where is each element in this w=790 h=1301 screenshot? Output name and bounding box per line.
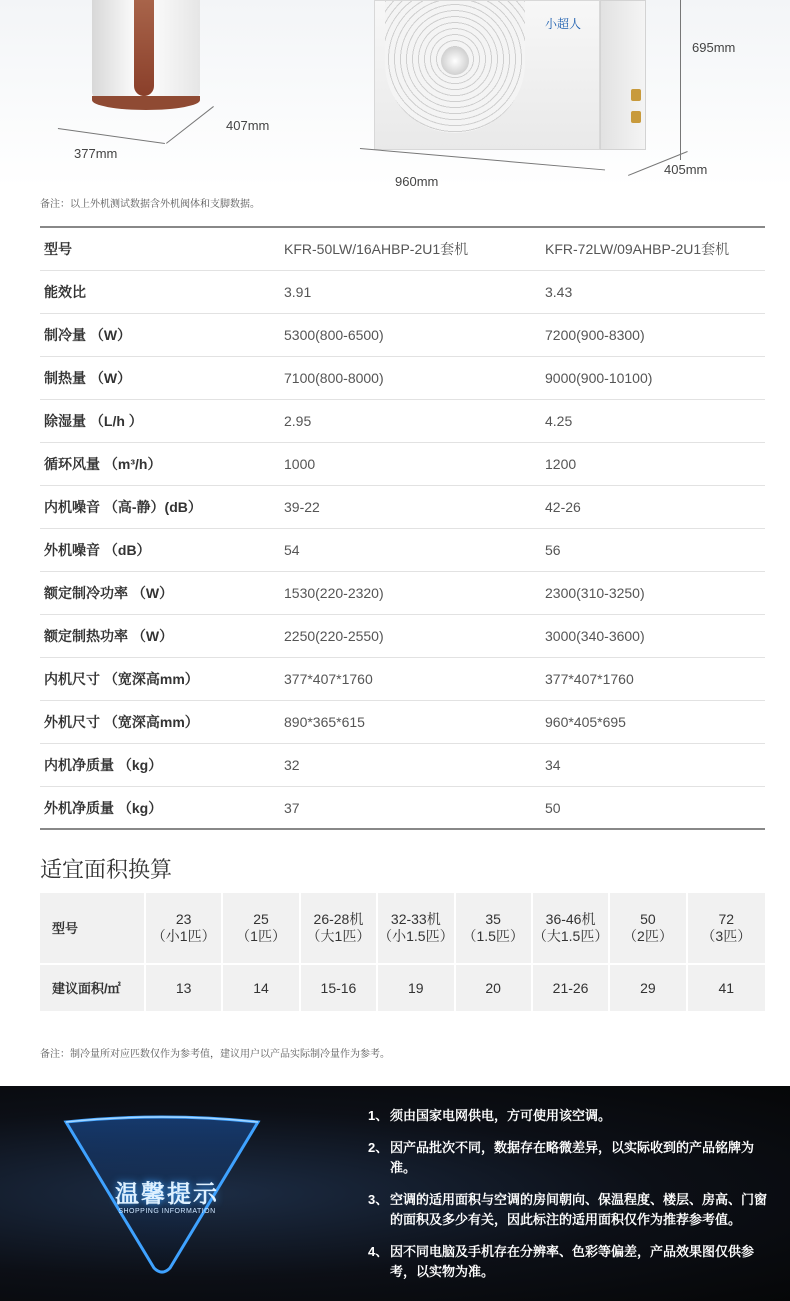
area-row-label-area: 建议面积/㎡ bbox=[40, 965, 146, 1011]
warm-tips-banner bbox=[0, 1086, 790, 1301]
area-model-cell bbox=[301, 893, 378, 963]
spec-row bbox=[40, 314, 765, 357]
spec-value-model-b: 1200 bbox=[545, 456, 577, 472]
spec-label: 外机净质量 （kg） bbox=[44, 799, 163, 816]
area-model-cell bbox=[610, 893, 687, 963]
area-model-hp: （2匹） bbox=[623, 928, 673, 944]
tip-text: 空调的适用面积与空调的房间朝向、保温程度、楼层、房高、门窗的面积及多少有关，因此标注的适用面积仅作为推荐参考值。 bbox=[390, 1192, 768, 1227]
indoor-depth-label: 407mm bbox=[226, 118, 270, 133]
spec-value-model-a: 1530(220-2320) bbox=[284, 585, 384, 601]
spec-label: 型号 bbox=[44, 241, 72, 257]
area-model-number: 25 bbox=[253, 911, 269, 927]
spec-value-model-b: 377*407*1760 bbox=[545, 671, 634, 687]
spec-row bbox=[40, 357, 765, 400]
spec-value-model-b: 960*405*695 bbox=[545, 714, 626, 730]
spec-value-model-a: 1000 bbox=[284, 456, 316, 472]
area-model-number: 35 bbox=[485, 911, 501, 927]
area-table-header-row bbox=[40, 893, 765, 965]
area-model-number: 23 bbox=[175, 911, 192, 927]
indoor-width-line bbox=[58, 128, 165, 144]
spec-value-model-a: 32 bbox=[284, 757, 300, 773]
area-model-hp: （3匹） bbox=[701, 928, 752, 944]
spec-value-model-b: 50 bbox=[545, 799, 561, 816]
tip-text: 因不同电脑及手机存在分辨率、色彩等偏差，产品效果图仅供参考，以实物为准。 bbox=[390, 1244, 755, 1279]
area-model-number: 72 bbox=[718, 911, 735, 927]
note-bottom: 备注：制冷量所对应匹数仅作为参考值，建议用户以产品实际制冷量作为参考。 bbox=[40, 1049, 390, 1060]
spec-label: 制冷量 （W） bbox=[44, 327, 132, 343]
spec-value-model-a: KFR-50LW/16AHBP-2U1套机 bbox=[284, 241, 469, 257]
spec-label: 除湿量 （L/h ） bbox=[44, 413, 143, 429]
area-value-cell: 14 bbox=[223, 965, 300, 1011]
area-model-cell bbox=[533, 893, 610, 963]
spec-row bbox=[40, 271, 765, 314]
spec-value-model-a: 377*407*1760 bbox=[284, 671, 373, 687]
area-model-hp: （1.5匹） bbox=[462, 928, 524, 944]
spec-value-model-a: 2250(220-2550) bbox=[284, 628, 384, 644]
area-model-hp: （1匹） bbox=[236, 928, 286, 944]
spec-value-model-b: 2300(310-3250) bbox=[545, 585, 645, 601]
spec-value-model-a: 3.91 bbox=[284, 284, 312, 300]
spec-label: 额定制热功率 （W） bbox=[44, 628, 174, 644]
area-value-cell: 20 bbox=[456, 965, 533, 1011]
tip-item bbox=[368, 1106, 768, 1126]
indoor-unit-image bbox=[92, 0, 200, 110]
outdoor-unit-image bbox=[374, 0, 600, 150]
spec-label: 循环风量 （m³/h） bbox=[44, 456, 162, 472]
spec-value-model-b: KFR-72LW/09AHBP-2U1套机 bbox=[545, 241, 730, 257]
area-row-label-model: 型号 bbox=[40, 893, 146, 963]
spec-row bbox=[40, 658, 765, 701]
area-model-hp: （大1匹） bbox=[306, 928, 371, 944]
area-model-cell bbox=[688, 893, 765, 963]
spec-label: 外机噪音 （dB） bbox=[44, 542, 151, 558]
area-value-cell: 15-16 bbox=[301, 965, 378, 1011]
tip-text: 须由国家电网供电，方可使用该空调。 bbox=[390, 1108, 612, 1123]
spec-value-model-b: 3.43 bbox=[545, 284, 573, 300]
spec-value-model-b: 9000(900-10100) bbox=[545, 370, 653, 386]
spec-value-model-a: 5300(800-6500) bbox=[284, 327, 384, 343]
area-table bbox=[40, 893, 765, 1011]
area-value-cell: 41 bbox=[718, 979, 735, 996]
spec-row bbox=[40, 701, 765, 744]
spec-label: 额定制冷功率 （W） bbox=[44, 585, 174, 601]
spec-label: 制热量 （W） bbox=[44, 370, 132, 386]
area-table-value-row bbox=[40, 965, 765, 1011]
tips-emblem bbox=[52, 1110, 272, 1280]
tips-list bbox=[368, 1106, 768, 1294]
spec-row bbox=[40, 744, 765, 787]
outdoor-width-line bbox=[360, 148, 605, 170]
area-model-number: 32-33机 bbox=[390, 911, 441, 927]
area-model-hp: （大1.5匹） bbox=[532, 928, 609, 944]
spec-row bbox=[40, 615, 765, 658]
area-model-cell bbox=[378, 893, 455, 963]
tip-item bbox=[368, 1190, 768, 1230]
area-model-cell bbox=[456, 893, 533, 963]
tip-item bbox=[368, 1242, 768, 1282]
area-value-cell: 29 bbox=[610, 965, 687, 1011]
area-section-title: 适宜面积换算 bbox=[40, 857, 173, 882]
tip-number: 4、 bbox=[368, 1244, 389, 1259]
indoor-depth-line bbox=[166, 106, 214, 144]
outdoor-depth-label: 405mm bbox=[664, 162, 708, 177]
area-model-hp: （小1.5匹） bbox=[378, 928, 454, 944]
tip-text: 因产品批次不同，数据存在略微差异，以实际收到的产品铭牌为准。 bbox=[390, 1140, 755, 1175]
area-model-number: 50 bbox=[640, 911, 656, 927]
area-model-cell bbox=[146, 893, 223, 963]
area-model-number: 26-28机 bbox=[313, 911, 364, 927]
valve-icon bbox=[631, 89, 641, 101]
tip-item bbox=[368, 1138, 768, 1178]
brand-logo: 小超人 bbox=[545, 17, 582, 31]
tips-title-en: SHOPPING INFORMATION bbox=[118, 1208, 216, 1215]
product-dimension-illustration bbox=[0, 0, 790, 188]
note-top: 备注：以上外机测试数据含外机阀体和支脚数据。 bbox=[40, 199, 260, 210]
area-model-number: 36-46机 bbox=[545, 911, 596, 927]
area-model-cell bbox=[223, 893, 300, 963]
spec-row bbox=[40, 787, 765, 830]
spec-value-model-b: 3000(340-3600) bbox=[545, 628, 645, 644]
spec-value-model-b: 56 bbox=[545, 542, 561, 558]
tips-title-cn: 温馨提示 bbox=[115, 1181, 219, 1208]
area-value-cell: 13 bbox=[146, 965, 223, 1011]
spec-value-model-a: 2.95 bbox=[284, 413, 312, 429]
spec-value-model-b: 7200(900-8300) bbox=[545, 327, 645, 343]
tip-number: 2、 bbox=[368, 1140, 389, 1155]
outdoor-height-label: 695mm bbox=[692, 40, 736, 55]
spec-label: 能效比 bbox=[44, 284, 86, 300]
area-value-cell: 19 bbox=[378, 965, 455, 1011]
spec-label: 内机尺寸 （宽深高mm） bbox=[44, 671, 199, 687]
spec-row bbox=[40, 529, 765, 572]
spec-row bbox=[40, 228, 765, 271]
spec-row bbox=[40, 400, 765, 443]
spec-row bbox=[40, 443, 765, 486]
spec-value-model-b: 34 bbox=[545, 757, 561, 773]
spec-table bbox=[40, 226, 765, 830]
spec-label: 内机噪音 （高-静）(dB） bbox=[44, 499, 202, 515]
tip-number: 1、 bbox=[368, 1108, 389, 1123]
area-model-hp: （小1匹） bbox=[151, 928, 216, 944]
spec-value-model-a: 7100(800-8000) bbox=[284, 370, 384, 386]
valve-icon bbox=[631, 111, 641, 123]
spec-label: 外机尺寸 （宽深高mm） bbox=[44, 714, 199, 730]
spec-label: 内机净质量 （kg） bbox=[44, 757, 163, 773]
area-value-cell: 21-26 bbox=[533, 965, 610, 1011]
outdoor-height-line bbox=[680, 0, 681, 160]
indoor-width-label: 377mm bbox=[74, 146, 118, 161]
spec-row bbox=[40, 572, 765, 615]
outdoor-width-label: 960mm bbox=[395, 174, 439, 189]
indoor-unit-decor-stripe bbox=[134, 0, 154, 96]
spec-row bbox=[40, 486, 765, 529]
spec-value-model-a: 890*365*615 bbox=[284, 714, 365, 730]
tip-number: 3、 bbox=[368, 1192, 389, 1207]
indoor-unit-base bbox=[92, 96, 200, 110]
spec-value-model-a: 54 bbox=[284, 542, 300, 558]
spec-value-model-b: 42-26 bbox=[545, 499, 581, 515]
spec-value-model-a: 39-22 bbox=[284, 499, 320, 515]
outdoor-unit-side bbox=[600, 0, 646, 150]
spec-value-model-a: 37 bbox=[284, 799, 300, 816]
fan-hub bbox=[441, 47, 469, 75]
spec-value-model-b: 4.25 bbox=[545, 413, 573, 429]
